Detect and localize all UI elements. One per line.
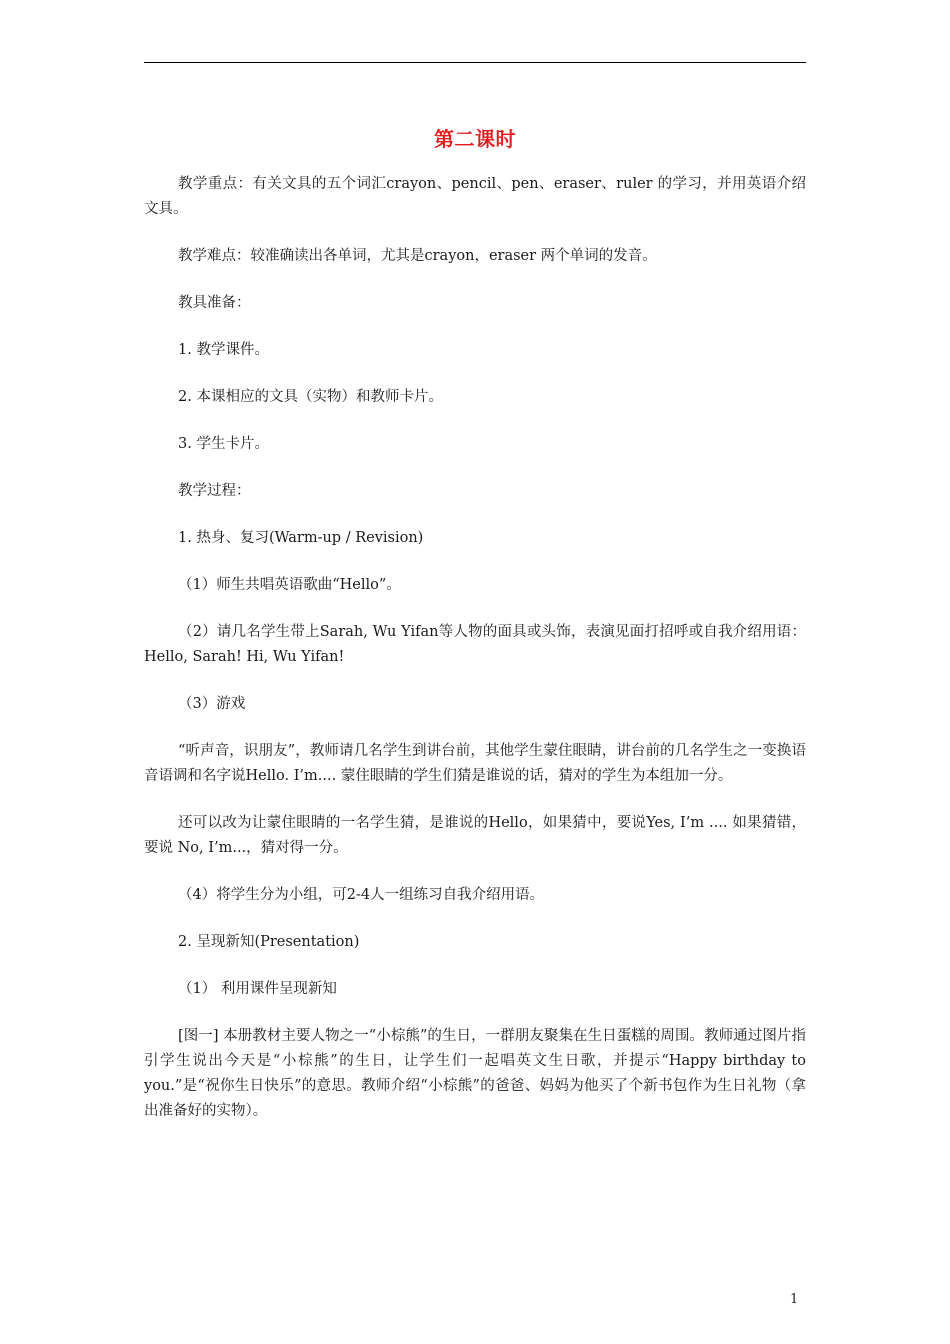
header-rule [144, 62, 806, 63]
paragraph-step-1-4: （4）将学生分为小组，可2-4人一组练习自我介绍用语。 [178, 887, 545, 903]
page-number: 1 [790, 1292, 799, 1307]
paragraph-teaching-difficulty: 教学难点：较准确读出各单词，尤其是crayon，eraser 两个单词的发音。 [178, 248, 657, 264]
paragraph-teaching-focus: 教学重点：有关文具的五个词汇crayon、pencil、pen、eraser、ruler 的学习，并用英语介绍文具。 [144, 176, 806, 217]
page-title: 第二课时 [434, 127, 516, 151]
paragraph-material-2: 2. 本课相应的文具（实物）和教师卡片。 [178, 389, 443, 405]
paragraph-step-2-presentation: 2. 呈现新知(Presentation) [178, 934, 360, 950]
paragraph-step-2-1: （1） 利用课件呈现新知 [178, 981, 337, 997]
paragraph-material-3: 3. 学生卡片。 [178, 436, 269, 452]
document-body [144, 172, 806, 1146]
paragraph-step-1-3: （3）游戏 [178, 696, 246, 712]
paragraph-materials-heading: 教具准备： [178, 295, 251, 311]
paragraph-step-1-warmup: 1. 热身、复习(Warm-up / Revision) [178, 530, 424, 546]
paragraph-process-heading: 教学过程： [178, 483, 251, 499]
paragraph-step-1-2: （2）请几名学生带上Sarah, Wu Yifan等人物的面具或头饰，表演见面打招呼或自我介绍用语：Hello, Sarah! Hi, Wu Yifan! [144, 624, 806, 665]
paragraph-step-1-1: （1）师生共唱英语歌曲“Hello”。 [178, 577, 401, 593]
paragraph-material-1: 1. 教学课件。 [178, 342, 269, 358]
paragraph-game-description: “听声音，识朋友”，教师请几名学生到讲台前，其他学生蒙住眼睛，讲台前的几名学生之一变换语音语调和名字说Hello. I’m.... 蒙住眼睛的学生们猜是谁说的话，猜对的学生为本组加一分。 [144, 743, 806, 784]
paragraph-game-variant: 还可以改为让蒙住眼睛的一名学生猜，是谁说的Hello，如果猜中，要说Yes, I’m .... 如果猜错，要说 No, I’m...，猜对得一分。 [144, 815, 806, 856]
paragraph-figure-1: [图一] 本册教材主要人物之一“小棕熊”的生日，一群朋友聚集在生日蛋糕的周围。教师通过图片指引学生说出今天是“小棕熊”的生日，让学生们一起唱英文生日歌，并提示“Happy birthday to you.”是“祝你生日快乐”的意思。教师介绍“小棕熊”的爸爸、妈妈为他买了个新书包作为生日礼物（拿出准备好的实物）。 [144, 1028, 806, 1119]
